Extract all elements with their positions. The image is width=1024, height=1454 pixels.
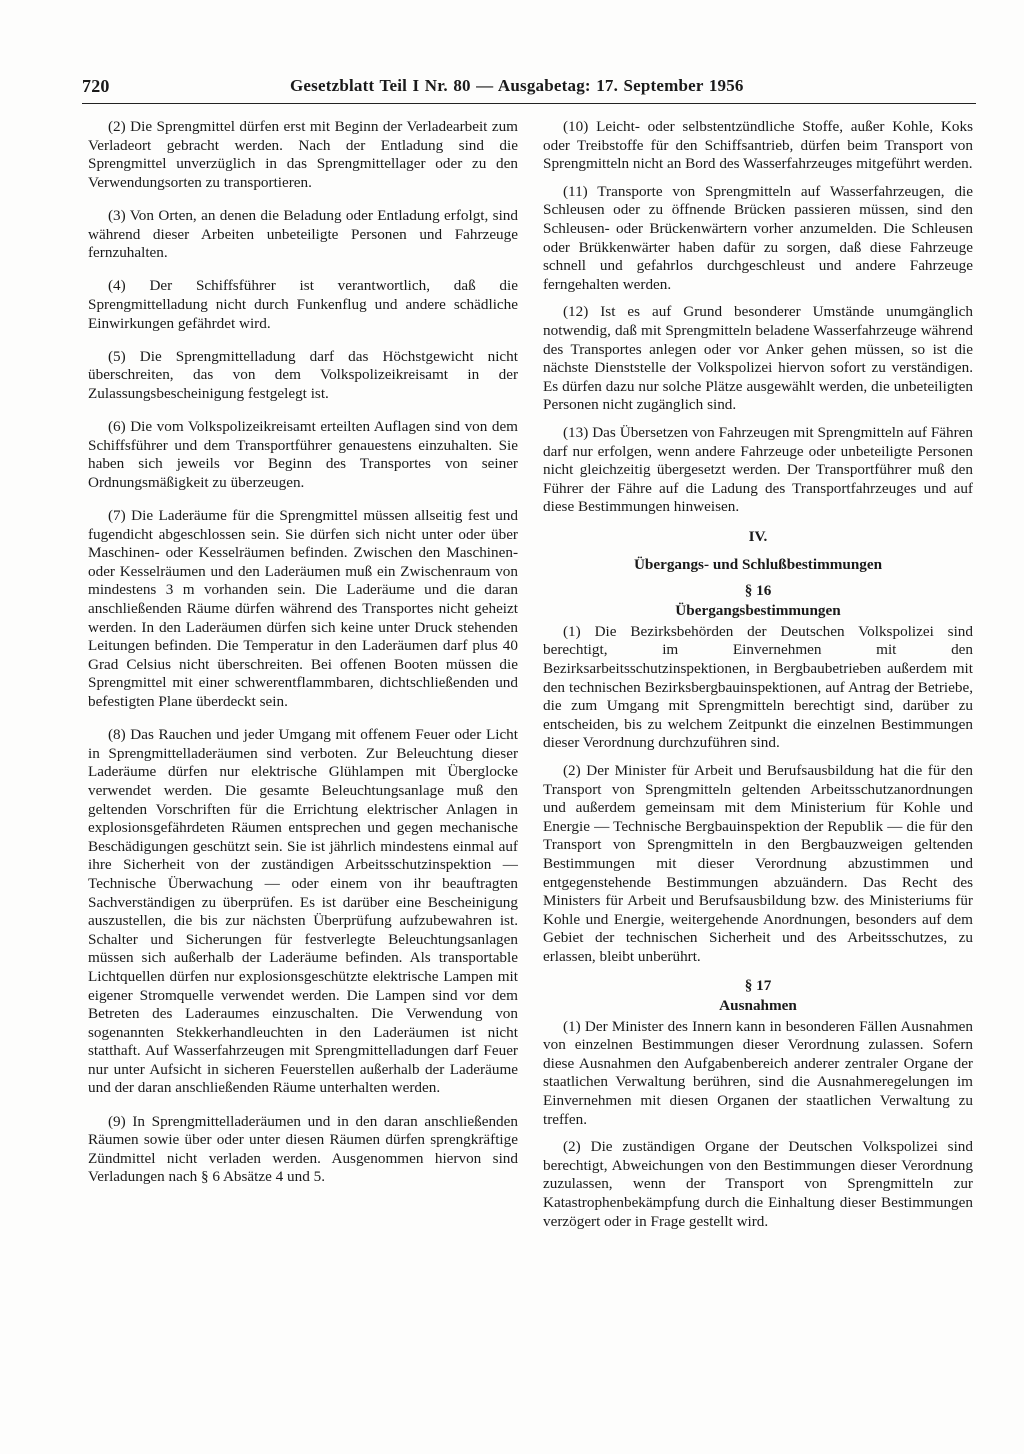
paragraph-11: (11) Transporte von Sprengmitteln auf Wasserfahrzeugen, die Schleusen oder zu öffnende Brücken passieren müssen, sind den Schleusen- oder Brückenwärtern vorher anzumelden. Die Schleusen oder Brükkenwärter haben dafür zu sorgen, daß diese Fahrzeuge schnell und gefahrlos durchgeschleust und andere Fahrzeuge ferngehalten werden. <box>543 182 973 293</box>
running-title: Gesetzblatt Teil I Nr. 80 — Ausgabetag: 17. September 1956 <box>290 76 744 95</box>
paragraph-3: (3) Von Orten, an denen die Beladung oder Entladung erfolgt, sind während dieser Arbeiten unbeteiligte Personen und Fahrzeuge fernzuhalten. <box>88 206 518 262</box>
paragraph-16-number: § 16 <box>744 581 772 599</box>
paragraph-16-title: Übergangsbestimmungen <box>675 601 841 619</box>
paragraph-17-2: (2) Die zuständigen Organe der Deutschen Volkspolizei sind berechtigt, Abweichungen von den Bestimmungen dieser Verordnung zuzulassen, wenn der Transport von Sprengmitteln zur Katastrophenbekämpfung durch die Einhaltung dieser Bestimmungen verzögert oder in Frage gestellt wird. <box>543 1138 973 1230</box>
paragraph-5: (5) Die Sprengmittelladung darf das Höchstgewicht nicht überschreiten, das von dem Volkspolizeikreisamt in der Zulassungsbescheinigung festgelegt ist. <box>88 347 518 402</box>
page-number: 720 <box>82 76 110 96</box>
page-header <box>82 76 962 104</box>
left-column <box>88 118 518 1202</box>
paragraph-17-1: (1) Der Minister des Innern kann in besonderen Fällen Ausnahmen von einzelnen Bestimmungen dieser Verordnung zulassen. Sofern diese Ausnahmen den Aufgabenbereich anderer zentraler Organe der staatlichen Verwaltung berühren, sind die Ausnahmeregelungen im Einvernehmen mit diesen Organen der staatlichen Verwaltung zu treffen. <box>543 1017 973 1128</box>
paragraph-16-2: (2) Der Minister für Arbeit und Berufsausbildung hat die für den Transport von Sprengmitteln geltenden Arbeitsschutzanordnungen und außerdem gemeinsam mit dem Ministerium für Kohle und Energie — Technische Bergbauinspektion der Republik — die für den Transport von Sprengmitteln in den Bergbauzweigen geltenden Bestimmungen mit dieser Verordnung abzustimmen und entgegenstehende Bestimmungen abzuändern. Das Recht des Ministers für Arbeit und Berufsausbildung bzw. des Ministeriums für Kohle und Energie, weitergehende Anordnungen, besonders auf dem Gebiet der technischen Sicherheit und des Arbeitsschutzes, zu erlassen, bleibt unberührt. <box>543 762 973 965</box>
paragraph-13: (13) Das Übersetzen von Fahrzeugen mit Sprengmitteln auf Fähren darf nur erfolgen, wenn andere Fahrzeuge oder unbeteiligte Personen nicht gleichzeitig übergesetzt werden. Der Transportführer muß den Führer der Fähre auf die Ladung des Transportfahrzeuges und auf diese Bestimmungen hinweisen. <box>543 423 973 516</box>
section-number: IV. <box>748 527 768 545</box>
paragraph-16-1: (1) Die Bezirksbehörden der Deutschen Volkspolizei sind berechtigt, im Einvernehmen mit den Bezirksarbeitsschutzinspektionen, in Bergbaubetrieben außerdem mit den technischen Bezirksbergbauinspektionen, auf Antrag der Betriebe, die zum Umgang mit Sprengmitteln berechtigt sind, darüber zu entscheiden, bis zu welchem Zeitpunkt die einzelnen Bestimmungen dieser Verordnung durchzuführen sind. <box>543 622 973 752</box>
paragraph-6: (6) Die vom Volkspolizeikreisamt erteilten Auflagen sind von dem Schiffsführer und dem Transportführer genauestens einzuhalten. Sie haben sich jeweils vor Beginn des Transportes von seiner Ordnungsmäßigkeit zu überzeugen. <box>88 418 518 491</box>
paragraph-10: (10) Leicht- oder selbstentzündliche Stoffe, außer Kohle, Koks oder Treibstoffe für den Schiffsantrieb, dürfen beim Transport von Sprengmitteln nicht an Bord des Wasserfahrzeuges mitgeführt werden. <box>543 118 973 173</box>
section-title: Übergangs- und Schlußbestimmungen <box>633 555 883 573</box>
paragraph-17-title: Ausnahmen <box>719 996 797 1014</box>
paragraph-7: (7) Die Laderäume für die Sprengmittel müssen allseitig fest und fugendicht abgeschlossen sein. Sie dürfen sich nicht unter oder über Maschinen- oder Kesselräumen befinden. Zwischen den Maschinen- oder Kesselräumen und den Laderäumen muß ein Zwischenraum von mindestens 3 m vorhanden sein. Die Laderäume und die daran anschließenden Räume dürfen während des Transportes nicht geheizt werden. In den Laderäumen dürfen sich keine unter Druck stehenden Leitungen befinden. Die Temperatur in den Laderäumen darf plus 40 Grad Celsius nicht überschreiten. Bei offenen Booten müssen die Sprengmittel mit einer schwerentflammbaren, dichtschließenden und befestigten Plane überdeckt sein. <box>88 507 518 710</box>
paragraph-8: (8) Das Rauchen und jeder Umgang mit offenem Feuer oder Licht in Sprengmittelladeräumen sind verboten. Zur Beleuchtung dieser Laderäume dürfen nur elektrische Glühlampen mit Überglocke verwendet werden. Die gesamte Beleuchtungsanlage muß den geltenden Vorschriften für die Errichtung elektrischer Anlagen in explosionsgefährdeten Räumen entsprechen und gegen mechanische Beschädigungen geschützt sein. Sie ist jährlich mindestens einmal auf ihre Sicherheit von der zuständigen Arbeitsschutzinspektion — Technische Überwachung — oder einem von ihr beauftragten Sachverständigen zu überprüfen. Es ist darüber eine Bescheinigung auszustellen, die bis zur nächsten Überprüfung aufzubewahren ist. Schalter und Sicherungen für festverlegte Beleuchtungsanlagen müssen sich außerhalb der Laderäume befinden. Als transportable Lichtquellen dürfen nur explosionsgeschützte elektrische Lampen mit eigener Stromquelle verwendet werden. Die Lampen sind vor dem Betreten des Laderaumes einzuschalten. Die Verwendung von sogenannten Stekkerhandleuchten in den Laderäumen ist nicht statthaft. Auf Wasserfahrzeugen mit Sprengmittelladungen darf Feuer nur unter Aufsicht in sicheren Feuerstellen außerhalb der Laderäume und der daran anschließenden Räume unterhalten werden. <box>88 726 518 1097</box>
paragraph-17-number: § 17 <box>744 976 772 994</box>
paragraph-2: (2) Die Sprengmittel dürfen erst mit Beginn der Verladearbeit zum Verladeort gebracht werden. Nach der Entladung sind die Sprengmittel unverzüglich in das Sprengmittellager oder zu den Verwendungsorten zu transportieren. <box>88 118 518 191</box>
header-rule <box>82 103 976 104</box>
right-column <box>543 118 973 1240</box>
paragraph-9: (9) In Sprengmittelladeräumen und in den daran anschließenden Räumen sowie über oder unter diesen Räumen dürfen sprengkräftige Zündmittel nicht verladen werden. Ausgenommen hiervon sind Verladungen nach § 6 Absätze 4 und 5. <box>88 1112 518 1186</box>
paragraph-4: (4) Der Schiffsführer ist verantwortlich, daß die Sprengmittelladung nicht durch Funkenflug und andere schädliche Einwirkungen gefährdet wird. <box>88 277 518 332</box>
paragraph-12: (12) Ist es auf Grund besonderer Umstände unumgänglich notwendig, daß mit Sprengmitteln beladene Wasserfahrzeuge während des Transportes anlegen oder vor Anker gehen müssen, so ist die nächste Dienststelle der Volkspolizei hiervon sofort zu verständigen. Es dürfen dazu nur solche Plätze ausgewählt werden, die unbeteiligten Personen nicht zugänglich sind. <box>543 303 973 414</box>
